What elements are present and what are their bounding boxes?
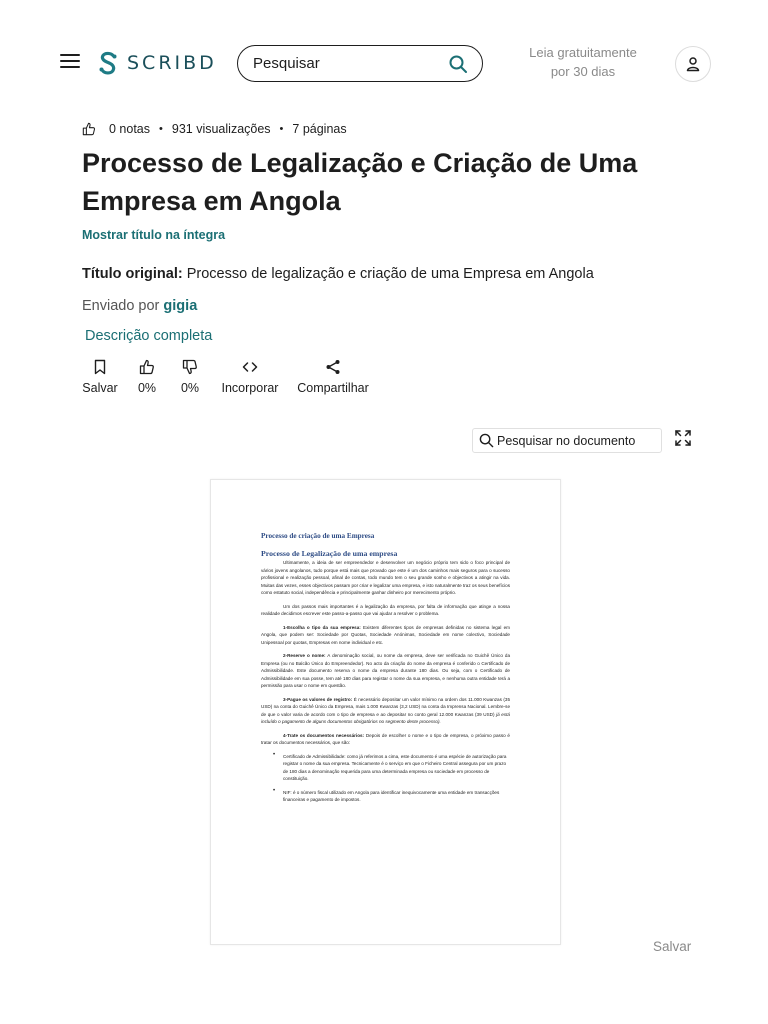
uploader-link[interactable]: gigia — [163, 298, 198, 314]
dislike-button[interactable] — [176, 359, 204, 395]
document-meta — [82, 122, 347, 136]
user-account-button[interactable] — [675, 46, 711, 82]
original-title — [82, 266, 594, 282]
search-input[interactable] — [253, 55, 448, 72]
free-trial-link[interactable] — [519, 43, 647, 81]
menu-icon[interactable] — [60, 54, 80, 70]
share-button[interactable] — [293, 359, 373, 395]
scribd-logo-icon — [97, 50, 119, 76]
page-heading-2: Processo de Legalização de uma empresa — [261, 549, 398, 558]
document-title: Processo de Legalização e Criação de Uma Empresa em Angola — [82, 148, 638, 216]
full-description-link[interactable]: Descrição completa — [85, 328, 213, 344]
document-page[interactable] — [210, 479, 561, 945]
search-icon — [479, 433, 494, 448]
save-document-link[interactable]: Salvar — [653, 939, 692, 954]
document-search-input[interactable] — [472, 428, 662, 453]
search-icon[interactable] — [448, 54, 468, 74]
share-label: Compartilhar — [297, 381, 369, 395]
trial-line-2: por 30 dias — [550, 64, 616, 79]
pages-count: 7 páginas — [292, 122, 347, 136]
page-bullet-list — [273, 753, 510, 804]
like-button[interactable] — [133, 359, 161, 395]
page-step-2: 2-Reserve o nome: A denominação social, ou nome da empresa, deve ser verificada no Guichê Único da Empresa (ou no Balcão Único do Empreendedor). No acto da criação do nome da empresa é conferido o Certificado de Admissibilidade. Este documento reserva o nome da empresa durante 180 dias. Ou seja, com o Certificado de Admissibilidade em sua posse, tem até 180 dias para registar o nome da sua empresa, e nenhuma outra entidade terá a permissão para usar o nome em questão. — [261, 653, 511, 688]
bookmark-icon — [92, 359, 108, 375]
original-title-value: Processo de legalização e criação de uma Empresa em Angola — [186, 266, 594, 282]
document-page-content — [261, 532, 510, 810]
code-icon — [242, 359, 258, 375]
user-icon — [685, 56, 701, 72]
thumbs-up-icon — [139, 359, 155, 375]
views-count: 931 visualizações — [171, 122, 271, 136]
page-step-1: 1-Escolha o tipo da sua empresa: Existem diferentes tipos de empresas definidas no sistema legal em Angola, que podem ser: Sociedade por Quotas, Sociedade Anónimas, Sociedade em nome colectivo, Sociedade Unipessoal por quotas, Empresas em nome individual e etc. — [261, 624, 510, 645]
page-step-3: 3-Pague os valores de registro: É necessário depositar um valor mínimo na ordem dos 11.000 Kwanzas (35 USD) na conta do Guichê Único da Empresa, mais 1.000 Kwanzas (3,2 USD) na conta da Imprensa Nacional. Lembre-se de que o valor varia de acordo com o tipo de empresa e ao depositar no conto geral 12.000 Kwanzas (39 USD) já está incluído o pagamento de alguns documentos obrigatórios no segmento deste processo). — [261, 696, 511, 724]
list-item: • NIF: é o número fiscal utilizado em Angola para identificar inequivocamente uma entidade em transacções financeiras e pagamento de impostos. — [283, 789, 510, 804]
logo-text: SCRIBD — [127, 52, 217, 74]
save-label: Salvar — [82, 381, 118, 395]
like-percent: 0% — [137, 381, 157, 395]
meta-separator: • — [159, 123, 163, 135]
document-search-placeholder: Pesquisar no documento — [497, 433, 636, 448]
notes-count: 0 notas — [109, 122, 151, 136]
trial-line-1: Leia gratuitamente — [529, 45, 637, 60]
save-button[interactable] — [82, 359, 118, 395]
top-header — [0, 0, 768, 125]
fullscreen-icon[interactable] — [675, 430, 691, 446]
uploaded-by-label: Enviado por — [82, 298, 160, 314]
thumbs-down-icon — [182, 359, 198, 375]
share-icon — [325, 359, 341, 375]
embed-label: Incorporar — [221, 381, 279, 395]
thumbs-up-icon — [82, 122, 96, 136]
embed-button[interactable] — [218, 359, 282, 395]
uploaded-by — [82, 298, 197, 314]
page-paragraph: Um dos passos mais importantes é a legalização da empresa, por falta de informação que atinge a nossa realidade decidimos escrever este passo-a-passo que vai ajudar a resolver o problema. — [261, 603, 510, 616]
search-bar[interactable] — [237, 45, 483, 82]
dislike-percent: 0% — [180, 381, 200, 395]
meta-separator: • — [279, 123, 284, 135]
list-item: • Certificado de Admissibilidade: como já referimos a cima, este documento é uma espécie de autorização para registar o nome da sua empresa. Tecnicamente é o serviço em que o Ficheiro Central assegura por um prazo de 180 dias a denominação requerida para uma determinada empresa ou sociedade em processo de constituição. — [283, 753, 510, 783]
scribd-logo[interactable] — [97, 50, 217, 76]
page-paragraph: Ultimamente, a ideia de ser empreendedor e desenvolver um negócio próprio tem sido o foco principal de vários jovens angolanos, tudo porque está mais que provado que este é um dos caminhos mais seguros para o sucesso profissional e realização pessoal, afinal de contas, todo mundo tem o seu grande sonho e objectivos a atingir na vida. Muitas das vezes, esses objectivos passam por criar e legalizar uma empresa, e isto naturalmente traz os seus benefícios como estatuto social, independência e principalmente ganhar dinheiro por merecimento próprio. — [261, 560, 510, 595]
original-title-label: Título original: — [82, 266, 183, 282]
show-full-title-link[interactable]: Mostrar título na íntegra — [82, 228, 226, 242]
page-step-4: 4-Trate os documentos necessários: Depois de escolher o nome e o tipo de empresa, o próximo passo é tratar os documentos necessários, que são: — [261, 732, 510, 745]
page-heading-1: Processo de criação de uma Empresa — [261, 532, 375, 540]
